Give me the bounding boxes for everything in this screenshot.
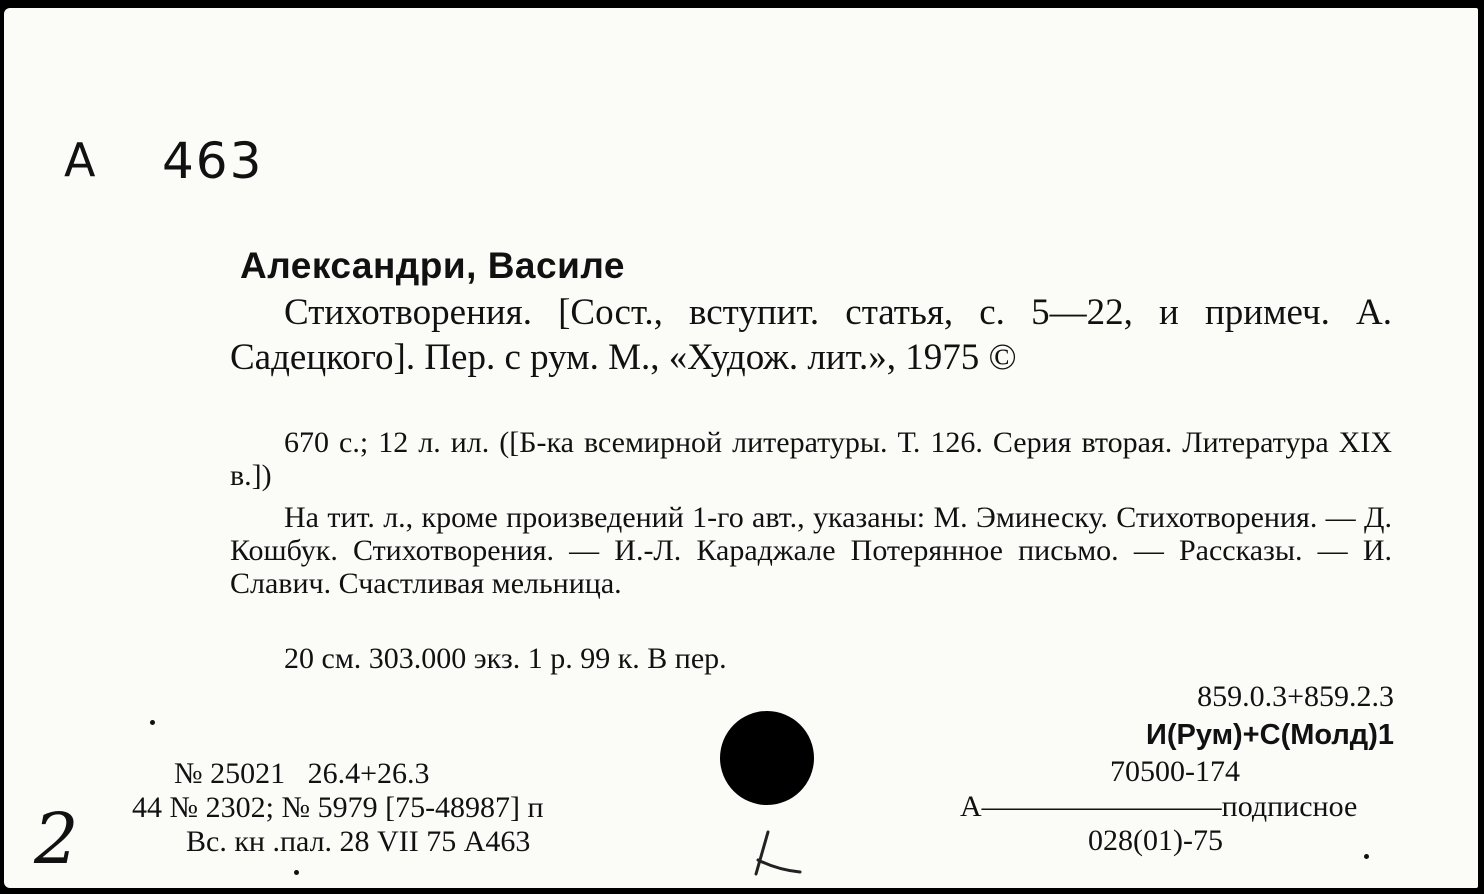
publisher-code: 70500-174: [1110, 755, 1240, 788]
speck: [1364, 854, 1369, 859]
contents-note: На тит. л., кроме произведений 1-го авт., указаны: М. Эминеску. Стихотворения. — Д. Кошбук. Стихотворения. — И.-Л. Караджале Потерянное письмо. — Рассказы. — И. Славич. Счастливая мельница.: [230, 501, 1392, 600]
pencil-scribble-icon: [748, 830, 808, 880]
subscription-line: А————————подписное: [960, 790, 1358, 823]
speck: [294, 870, 299, 875]
physical-description: 670 с.; 12 л. ил. ([Б-ка всемирной литературы. Т. 126. Серия вторая. Литература XIX в.]): [230, 426, 1392, 492]
call-number-digits: 463: [162, 132, 264, 190]
registration-line-3: Вс. кн .пал. 28 VII 75 А463: [186, 825, 531, 858]
punch-hole: [720, 711, 814, 805]
classification-bbk: И(Рум)+С(Молд)1: [1145, 719, 1394, 751]
author-heading: Александри, Василе: [240, 245, 625, 286]
call-number-letter: А: [64, 133, 98, 187]
catalog-card: [4, 8, 1478, 888]
registration-line-1: № 25021 26.4+26.3: [174, 757, 430, 790]
classification-udc: 859.0.3+859.2.3: [1197, 680, 1394, 713]
index-code: 028(01)-75: [1088, 824, 1223, 857]
handwritten-mark: 2: [34, 798, 79, 880]
title-statement: Стихотворения. [Сост., вступит. статья, с. 5—22, и примеч. А. Садецкого]. Пер. с рум. М., «Худож. лит.», 1975 ©: [230, 292, 1392, 378]
price-note: 20 см. 303.000 экз. 1 р. 99 к. В пер.: [284, 642, 727, 675]
speck: [150, 720, 155, 725]
registration-line-2: 44 № 2302; № 5979 [75-48987] п: [132, 791, 544, 824]
